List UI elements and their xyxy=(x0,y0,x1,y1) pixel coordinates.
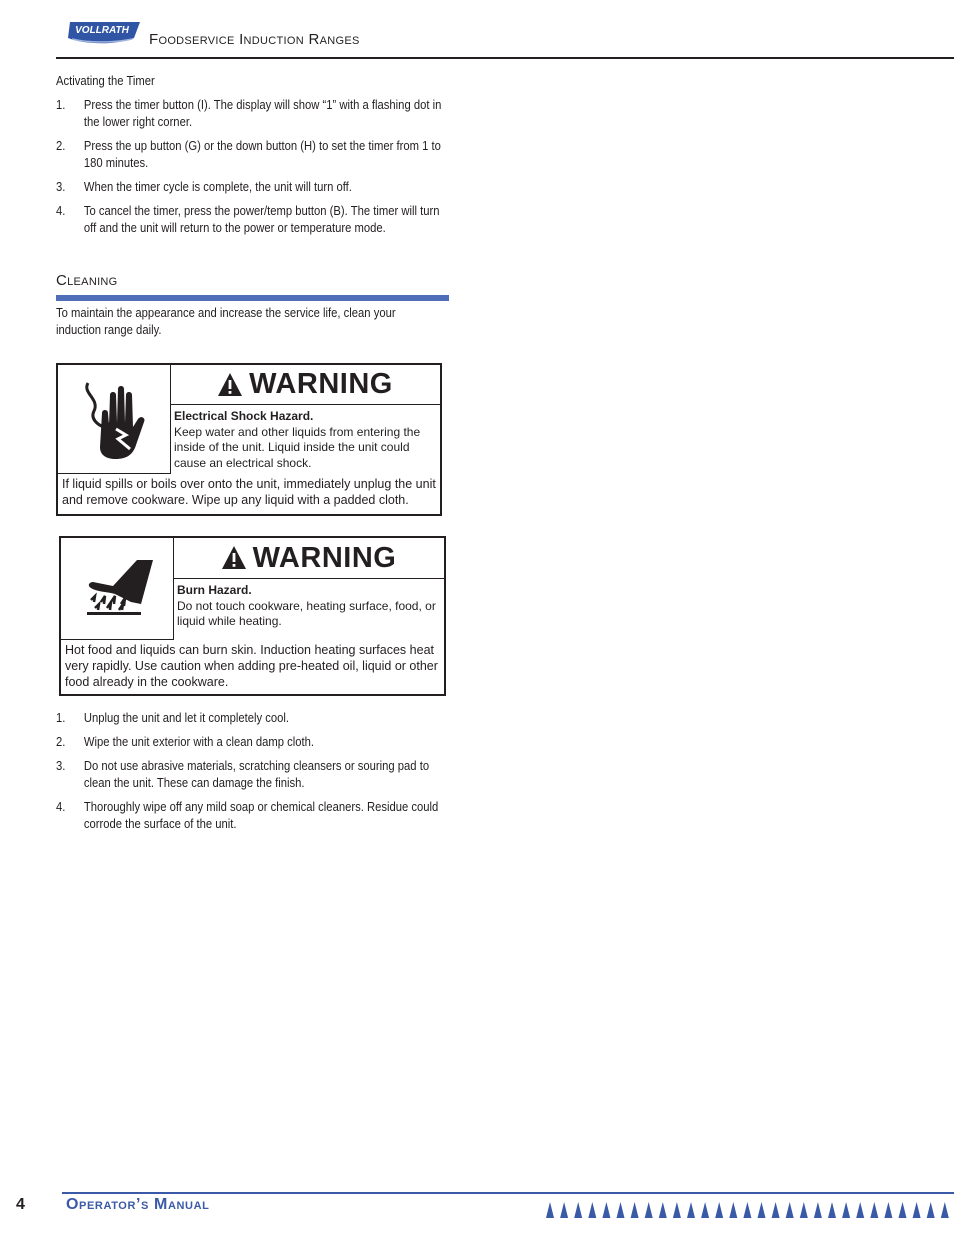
footer-triangle xyxy=(772,1202,780,1218)
footer-triangle xyxy=(870,1202,878,1218)
step-text: To cancel the timer, press the power/temp button (B). The timer will turn off and the unit will return to the power or temperature mode. xyxy=(83,204,440,235)
footer-triangle xyxy=(743,1202,751,1218)
footer-triangle xyxy=(701,1202,709,1218)
footer-triangle xyxy=(617,1202,625,1218)
step-number: 3. xyxy=(56,759,66,773)
step-number: 3. xyxy=(56,180,66,194)
vollrath-logo xyxy=(66,20,142,46)
footer-triangle xyxy=(927,1202,935,1218)
header-rule xyxy=(56,57,954,59)
hazard-name: Burn Hazard. xyxy=(177,583,252,597)
alert-triangle-icon xyxy=(217,372,243,398)
step-number: 2. xyxy=(56,139,66,153)
footer-rule xyxy=(62,1192,954,1194)
step-number: 1. xyxy=(56,98,66,112)
footer-triangle xyxy=(729,1202,737,1218)
list-item xyxy=(56,203,448,237)
list-item xyxy=(56,179,448,196)
footer-triangle xyxy=(546,1202,554,1218)
footer-triangle xyxy=(899,1202,907,1218)
footer-triangle xyxy=(645,1202,653,1218)
footer-triangle xyxy=(800,1202,808,1218)
warning-icon-cell xyxy=(61,538,174,640)
list-item xyxy=(56,97,448,131)
hazard-description: Keep water and other liquids from entering the inside of the unit. Liquid inside the unit could cause an electrical shock. xyxy=(174,424,421,470)
timer-steps-list xyxy=(56,97,448,244)
warning-detail xyxy=(173,579,444,640)
warning-title-cell xyxy=(170,365,440,405)
footer-triangle xyxy=(856,1202,864,1218)
warning-footer-text: Hot food and liquids can burn skin. Induction heating surfaces heat very rapidly. Use caution when adding pre-heated oil, liquid or other food already in the cookware. xyxy=(65,643,438,689)
warning-box-burn xyxy=(59,536,446,696)
footer-triangle xyxy=(758,1202,766,1218)
list-item xyxy=(56,710,448,727)
footer-triangle xyxy=(574,1202,582,1218)
step-text: Do not use abrasive materials, scratching cleansers or souring pad to clean the unit. These can damage the finish. xyxy=(83,759,430,790)
footer-triangle xyxy=(687,1202,695,1218)
warning-title-cell xyxy=(173,538,444,579)
step-text: Press the up button (G) or the down button (H) to set the timer from 1 to 180 minutes. xyxy=(83,139,441,170)
footer-triangle xyxy=(659,1202,667,1218)
footer-triangle xyxy=(560,1202,568,1218)
footer-triangle xyxy=(588,1202,596,1218)
warning-detail xyxy=(170,405,440,474)
step-number: 2. xyxy=(56,735,66,749)
footer-triangle xyxy=(828,1202,836,1218)
timer-heading: Activating the Timer xyxy=(56,74,155,88)
footer-triangle xyxy=(786,1202,794,1218)
list-item xyxy=(56,758,448,792)
footer-triangle xyxy=(631,1202,639,1218)
step-text: Unplug the unit and let it completely cool. xyxy=(83,711,290,725)
footer-triangle-pattern xyxy=(544,1201,954,1219)
header-title: Foodservice Induction Ranges xyxy=(149,31,360,48)
alert-triangle-icon xyxy=(221,545,247,571)
step-number: 4. xyxy=(56,204,66,218)
step-number: 1. xyxy=(56,711,66,725)
footer-triangle xyxy=(884,1202,892,1218)
list-item xyxy=(56,734,448,751)
warning-footer-text: If liquid spills or boils over onto the unit, immediately unplug the unit and remove cookware. Wipe up any liquid with a padded cloth. xyxy=(62,477,436,507)
footer-triangle xyxy=(602,1202,610,1218)
warning-title: WARNING xyxy=(252,541,397,574)
step-text: Press the timer button (I). The display will show “1” with a flashing dot in the lower right corner. xyxy=(83,98,442,129)
hazard-description: Do not touch cookware, heating surface, food, or liquid while heating. xyxy=(177,598,436,628)
footer-triangle xyxy=(715,1202,723,1218)
warning-box-electrical xyxy=(56,363,442,516)
section-accent-bar xyxy=(56,295,449,301)
electrical-shock-hand-icon xyxy=(58,365,169,472)
page-number: 4 xyxy=(16,1196,25,1213)
warning-icon-cell xyxy=(58,365,171,474)
step-number: 4. xyxy=(56,800,66,814)
step-text: When the timer cycle is complete, the unit will turn off. xyxy=(83,180,352,194)
footer-triangle xyxy=(913,1202,921,1218)
cleaning-heading: Cleaning xyxy=(56,272,118,289)
burn-hand-icon xyxy=(61,538,172,638)
footer-title: Operator’s Manual xyxy=(66,1196,210,1213)
list-item xyxy=(56,138,448,172)
step-text: Thoroughly wipe off any mild soap or chemical cleaners. Residue could corrode the surface of the unit. xyxy=(83,800,439,831)
list-item xyxy=(56,799,448,833)
cleaning-steps-list xyxy=(56,710,448,840)
footer-triangle xyxy=(814,1202,822,1218)
logo-text: VOLLRATH xyxy=(75,25,129,36)
hazard-name: Electrical Shock Hazard. xyxy=(174,409,314,423)
footer-triangle xyxy=(941,1202,949,1218)
step-text: Wipe the unit exterior with a clean damp cloth. xyxy=(83,735,315,749)
cleaning-intro: To maintain the appearance and increase the service life, clean your induction range daily. xyxy=(56,306,396,337)
footer-triangle xyxy=(673,1202,681,1218)
warning-title: WARNING xyxy=(249,368,393,400)
footer-triangle xyxy=(842,1202,850,1218)
